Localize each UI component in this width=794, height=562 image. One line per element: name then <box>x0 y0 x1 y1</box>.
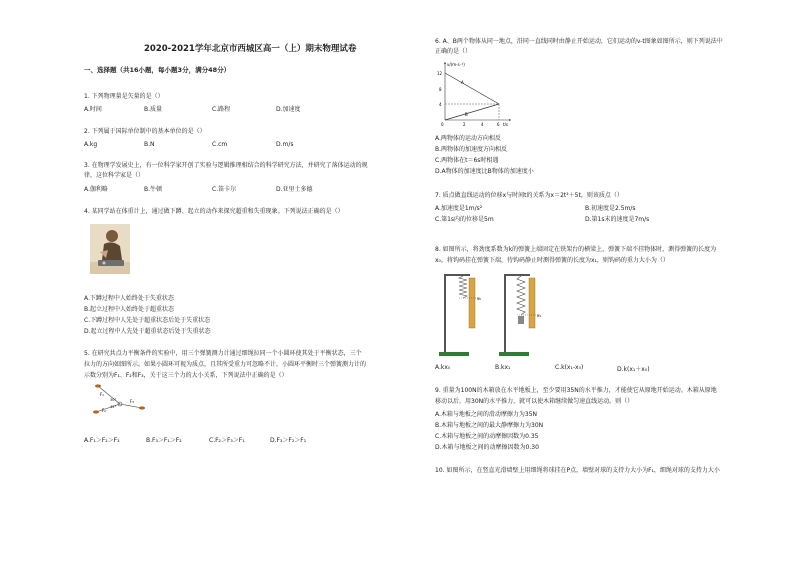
exam-title: 2020-2021学年北京市西城区高一（上）期末物理试卷 <box>144 44 357 54</box>
vt-x-tick-4: 4 <box>481 122 484 127</box>
vt-series-a-label: A <box>461 80 464 85</box>
q2-option-a[interactable]: A.kg <box>84 141 98 148</box>
q9-option-c[interactable]: C.木箱与地板之间的动摩擦因数为0.35 <box>435 433 539 440</box>
vt-x-tick-2: 2 <box>463 122 466 127</box>
q1-option-a[interactable]: A.时间 <box>84 106 102 113</box>
q8-stem-line2: x₀。将钩码挂在弹簧下端，待钩码静止时测得弹簧的长度为x₁，则钩码的重力大小为（） <box>435 257 669 264</box>
q6-stem: 6. A、B两个物体从同一地点，沿同一直线同时由静止开始运动，它们运动的v-t图象如图所示，则下列说法中 <box>435 38 723 45</box>
q9-stem-line2: 移动以后，用30N的水平推力，就可以使木箱继续做匀速直线运动。则（） <box>435 398 634 405</box>
vt-series-b-label: B <box>465 112 468 117</box>
q6-stem-line2: 正确的是（） <box>435 48 472 55</box>
vt-x-tick-6: 6 <box>497 122 500 127</box>
q6-option-a[interactable]: A.两物体的运动方向相反 <box>435 135 501 142</box>
q6-option-d[interactable]: D.A物体的加速度比B物体的加速度小 <box>435 168 534 175</box>
q10-stem: 10. 如图所示，在竖直光滑墙壁上用细绳将球挂在P点，墙壁对球的支持力大小为F₁，细绳对球的支持力大小 <box>435 467 720 474</box>
q1-option-b[interactable]: B.质量 <box>144 106 163 113</box>
q1-option-d[interactable]: D.加速度 <box>276 106 301 113</box>
q3-option-a[interactable]: A.伽利略 <box>84 186 108 193</box>
vt-graph <box>435 58 515 128</box>
f2-label: F₂ <box>102 408 106 413</box>
vt-y-axis-label: v/(m·s⁻¹) <box>447 62 465 67</box>
vt-line-b <box>445 104 499 120</box>
q5-stem-line3: 示数分别为F₁、F₂和F₃，关于这三个力的大小关系，下列说法中正确的是（） <box>84 372 288 379</box>
angle-30-label: 30° <box>110 398 117 402</box>
f1-label: F₁ <box>100 392 104 397</box>
q8-option-a[interactable]: A.kx₀ <box>435 364 451 371</box>
q6-option-b[interactable]: B.两物体的加速度方向相反 <box>435 146 508 153</box>
q5-option-a[interactable]: A.F₁＞F₂＞F₃ <box>84 437 120 444</box>
q4-option-a[interactable]: A.下蹲过程中人始终处于失重状态 <box>84 295 174 302</box>
q8-option-b[interactable]: B.kx₁ <box>495 364 511 371</box>
q4-stem: 4. 某同学站在体重计上，通过做下蹲、起立的动作来探究超重和失重现象。下列说法正确的是（） <box>84 208 344 215</box>
angle-45-label: 45° <box>110 405 117 409</box>
q5-stem-line2: 拉力的方向如图所示。如果小圆环可视为质点，且其所受重力可忽略不计，小圆环平衡时三个弹簧测力计的 <box>84 361 367 368</box>
q9-option-b[interactable]: B.木箱与地板之间的最大静摩擦力为30N <box>435 422 544 429</box>
q4-option-d[interactable]: D.起立过程中人先处于超重状态后处于失重状态 <box>84 328 211 335</box>
q7-option-a[interactable]: A.加速度是1m/s² <box>435 205 483 212</box>
q2-option-b[interactable]: B.N <box>144 141 155 148</box>
section-heading: 一、选择题（共16小题，每小题3分，满分48分） <box>84 66 231 74</box>
q5-option-d[interactable]: D.F₃＞F₂＞F₁ <box>270 437 307 444</box>
x0-mark: x₀ <box>477 296 481 301</box>
vt-line-a <box>445 73 499 104</box>
q9-option-d[interactable]: D.木箱与地板之间的动摩擦因数为0.30 <box>435 444 539 451</box>
q7-option-d[interactable]: D.第1s末的速度是7m/s <box>585 216 650 223</box>
q2-stem: 2. 下列属于国际单位制中的基本单位的是（） <box>84 128 206 135</box>
f3-label: F₃ <box>130 399 134 404</box>
x1-mark: x₁ <box>537 313 541 318</box>
q7-stem: 7. 质点做直线运动的位移x与时间t的关系为x＝2t²＋5t，则该质点（） <box>435 192 623 199</box>
q1-stem: 1. 下列物理量是矢量的是（） <box>84 93 164 100</box>
q7-option-c[interactable]: C.第1s内的位移是5m <box>435 216 494 223</box>
q8-option-d[interactable]: D.k(x₁＋x₀) <box>617 366 650 373</box>
q1-option-c[interactable]: C.路程 <box>212 106 231 113</box>
vt-y-tick-12: 12 <box>437 71 443 76</box>
force-diagram <box>90 382 150 422</box>
vt-y-tick-4: 4 <box>439 102 442 107</box>
vt-y-tick-8: 8 <box>439 87 442 92</box>
q3-stem-line1: 3. 在物理学发展史上，有一位科学家开创了实验与逻辑推理相结合的科学研究方法，并研究了落体运动的规 <box>84 162 368 169</box>
q8-option-c[interactable]: C.k(x₁-x₀) <box>555 364 584 371</box>
q8-stem-line1: 8. 如图所示，将劲度系数为k的弹簧上端固定在铁架台的横梁上，弹簧下端不挂物体时，测得弹簧的长度为 <box>435 246 717 253</box>
q7-option-b[interactable]: B.初速度是2.5m/s <box>585 205 636 212</box>
q3-option-c[interactable]: C.笛卡尔 <box>212 186 237 193</box>
q4-option-c[interactable]: C.下蹲过程中人先处于超重状态后处于失重状态 <box>84 317 211 324</box>
q4-option-b[interactable]: B.起立过程中人始终处于超重状态 <box>84 306 175 313</box>
q2-option-d[interactable]: D.m/s <box>276 141 294 148</box>
spring-stand-diagrams <box>435 268 555 360</box>
q2-option-c[interactable]: C.cm <box>212 141 228 148</box>
q3-stem-line2: 律，这位科学家是（） <box>84 172 145 179</box>
q5-stem-line1: 5. 在研究共点力平衡条件的实验中，用三个弹簧测力计通过细绳拉同一个小圆环使其处于平衡状态，三个 <box>84 350 362 357</box>
vt-x-tick-0: 0 <box>441 122 444 127</box>
q6-option-c[interactable]: C.两物体在t＝6s时相遇 <box>435 157 499 164</box>
q3-option-b[interactable]: B.牛顿 <box>144 186 163 193</box>
q5-option-b[interactable]: B.F₃＞F₁＞F₂ <box>146 437 182 444</box>
q9-stem-line1: 9. 重量为100N的木箱放在水平地板上，至少要用35N的水平推力，才能使它从原地开始运动。木箱从原地 <box>435 387 717 394</box>
vt-x-axis-label: t/s <box>503 122 508 127</box>
q3-option-d[interactable]: D.亚里士多德 <box>276 186 313 193</box>
scale-person-photo <box>90 224 130 274</box>
q5-option-c[interactable]: C.F₂＞F₃＞F₁ <box>209 437 245 444</box>
q9-option-a[interactable]: A.木箱与地板之间的滑动摩擦力为35N <box>435 411 538 418</box>
